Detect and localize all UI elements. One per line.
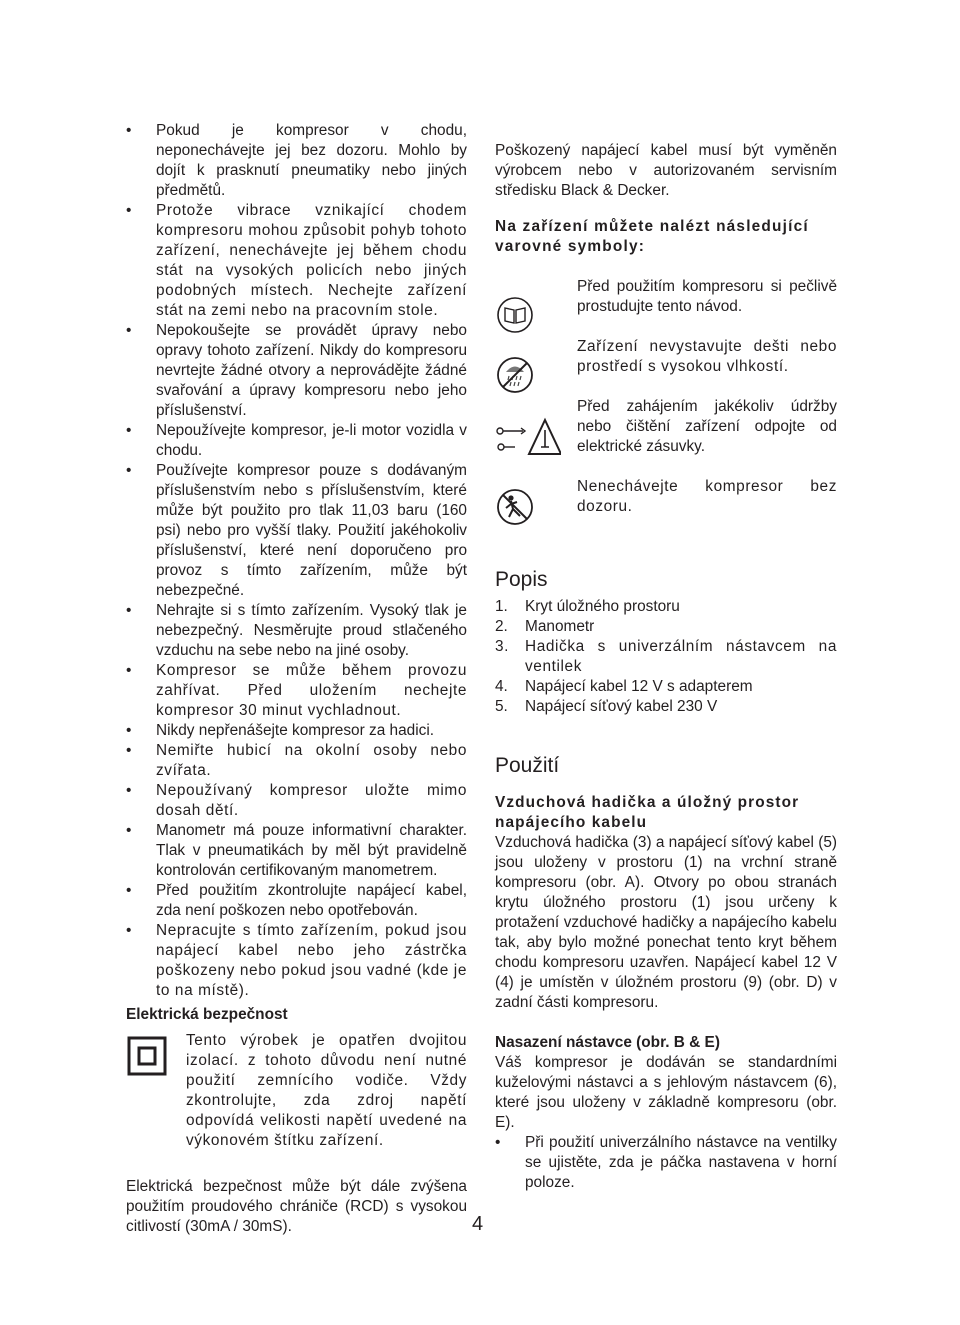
list-item: 3. Hadička s univerzálním nástavcem na ventilek (495, 638, 837, 675)
list-item: • Pokud je kompresor v chodu, neponechávejte jej bez dozoru. Mohlo by dojít k prasknutí pneumatiky nebo jiných předmětů. (126, 121, 467, 201)
hose-text: Vzduchová hadička (3) a napájecí síťový kabel (5) jsou uloženy v prostoru (1) na vrchní straně kompresoru (obr. A). Otvory po obou stranách krytu úložného prostoru (1) jsou určeny k protažení vzduchové hadičky a napájecího kabelu tak, aby bylo možné ponechat tento kryt během chodu kompresoru uzavřen. Napájecí kabel 12 V (4) je umístěn v úložném prostoru (9) (obr. D) v zadní části kompresoru. (495, 834, 837, 1011)
list-item: 1. Kryt úložného prostoru (495, 598, 680, 615)
list-item: • Nemiřte hubicí na okolní osoby nebo zvířata. (126, 741, 467, 781)
popis-heading: Popis (495, 568, 548, 591)
symbol-text: Před použitím kompresoru si pečlivě prostudujte tento návod. (577, 278, 837, 315)
double-insulation-icon (126, 1035, 176, 1085)
safety-bullet-list (126, 121, 467, 1001)
list-item: • Nepoužívejte kompresor, je-li motor vozidla v chodu. (126, 421, 467, 461)
page-number: 4 (472, 1213, 484, 1235)
list-item: • Kompresor se může během provozu zahřívat. Před uložením nechejte kompresor 30 minut vychladnout. (126, 661, 467, 721)
no-rain-icon (495, 355, 535, 401)
list-item: • Nehrajte si s tímto zařízením. Vysoký tlak je nebezpečný. Nesměrujte proud stlačeného vzduchu na sebe nebo na jiné osoby. (126, 601, 467, 661)
pouziti-heading: Použití (495, 754, 560, 777)
left-column (126, 121, 467, 1237)
list-item: • Manometr má pouze informativní charakter. Tlak v pneumatikách by měl být pravidelně kontrolován certifikovaným manometrem. (126, 821, 467, 881)
popis-list (495, 597, 837, 717)
manual-book-icon (495, 295, 535, 341)
do-not-leave-unattended-icon (495, 487, 535, 533)
symbol-text: Nenechávejte kompresor bez dozoru. (577, 478, 837, 515)
electrical-safety-heading: Elektrická bezpečnost (126, 1006, 288, 1023)
rcd-text: Elektrická bezpečnost může být dále zvýšena použitím proudového chrániče (RCD) s vysokou citlivostí (30mA / 30mS). (126, 1178, 467, 1235)
list-item: • Používejte kompresor pouze s dodávaným příslušenstvím nebo s příslušenstvím, které může být použito pro tlak 11,03 baru (160 psi) nebo pro vyšší tlaky. Použití jakéhokoliv příslušenství, které není doporučeno pro provoz s tímto zařízením, může být nebezpečné. (126, 461, 467, 601)
double-insulation-block (126, 1031, 467, 1149)
symbol-text: Před zahájením jakékoliv údržby nebo čištění zařízení odpojte od elektrické zásuvky. (577, 398, 837, 455)
list-item: 2. Manometr (495, 618, 595, 635)
list-item: 5. Napájecí síťový kabel 230 V (495, 698, 718, 715)
symbol-text: Zařízení nevystavujte dešti nebo prostředí s vysokou vlhkostí. (577, 338, 837, 375)
hose-heading: Vzduchová hadička a úložný prostor napájecího kabelu (495, 794, 800, 831)
electrical-safety-text: Tento výrobek je opatřen dvojitou izolací. z tohoto důvodu není nutné použití zemnícího vodiče. Vždy zkontrolujte, zda zdroj napětí odpovídá velikosti napětí uvedené na výkonovém štítku zařízení. (186, 1032, 467, 1149)
list-item: • Nepracujte s tímto zařízením, pokud jsou napájecí kabel nebo jeho zástrčka poškozeny nebo pokud jsou vadné (kde je to na místě). (126, 921, 467, 1001)
list-item: • Nikdy nepřenášejte kompresor za hadici. (126, 721, 467, 741)
list-item: • Protože vibrace vznikající chodem kompresoru mohou způsobit pohyb tohoto zařízení, nenechávejte jej během chodu stát na vysokých policích nebo jiných podobných místech. Nechejte zařízení stát na zemi nebo na pracovním stole. (126, 201, 467, 321)
warning-symbols-list (495, 277, 837, 567)
nozzle-bullet-list (495, 1133, 837, 1193)
list-item: • Nepokoušejte se provádět úpravy nebo opravy tohoto zařízení. Nikdy do kompresoru nevrtejte žádné otvory a neprovádějte žádné svařování a úpravy kompresoru nebo jeho příslušenství. (126, 321, 467, 421)
list-item: • Před použitím zkontrolujte napájecí kabel, zda není poškozen nebo opotřebován. (126, 881, 467, 921)
list-item: • Při použití univerzálního nástavce na ventilky se ujistěte, zda je páčka nastavena v horní poloze. (495, 1133, 837, 1193)
list-item: • Nepoužívaný kompresor uložte mimo dosah dětí. (126, 781, 467, 821)
cable-replacement-text: Poškozený napájecí kabel musí být vyměněn výrobcem nebo v autorizovaném servisním středisku Black & Decker. (495, 142, 837, 199)
nozzle-heading: Nasazení nástavce (obr. B & E) (495, 1034, 720, 1051)
right-column (495, 141, 837, 1193)
unplug-warning-icon (495, 417, 561, 463)
warning-symbols-heading: Na zařízení můžete nalézt následující varovné symboly: (495, 218, 809, 255)
list-item: 4. Napájecí kabel 12 V s adapterem (495, 678, 753, 695)
nozzle-text: Váš kompresor je dodáván se standardními kuželovými nástavci a s jehlovým nástavcem (6), které jsou uloženy v základně kompresoru (obr. E). (495, 1054, 837, 1131)
